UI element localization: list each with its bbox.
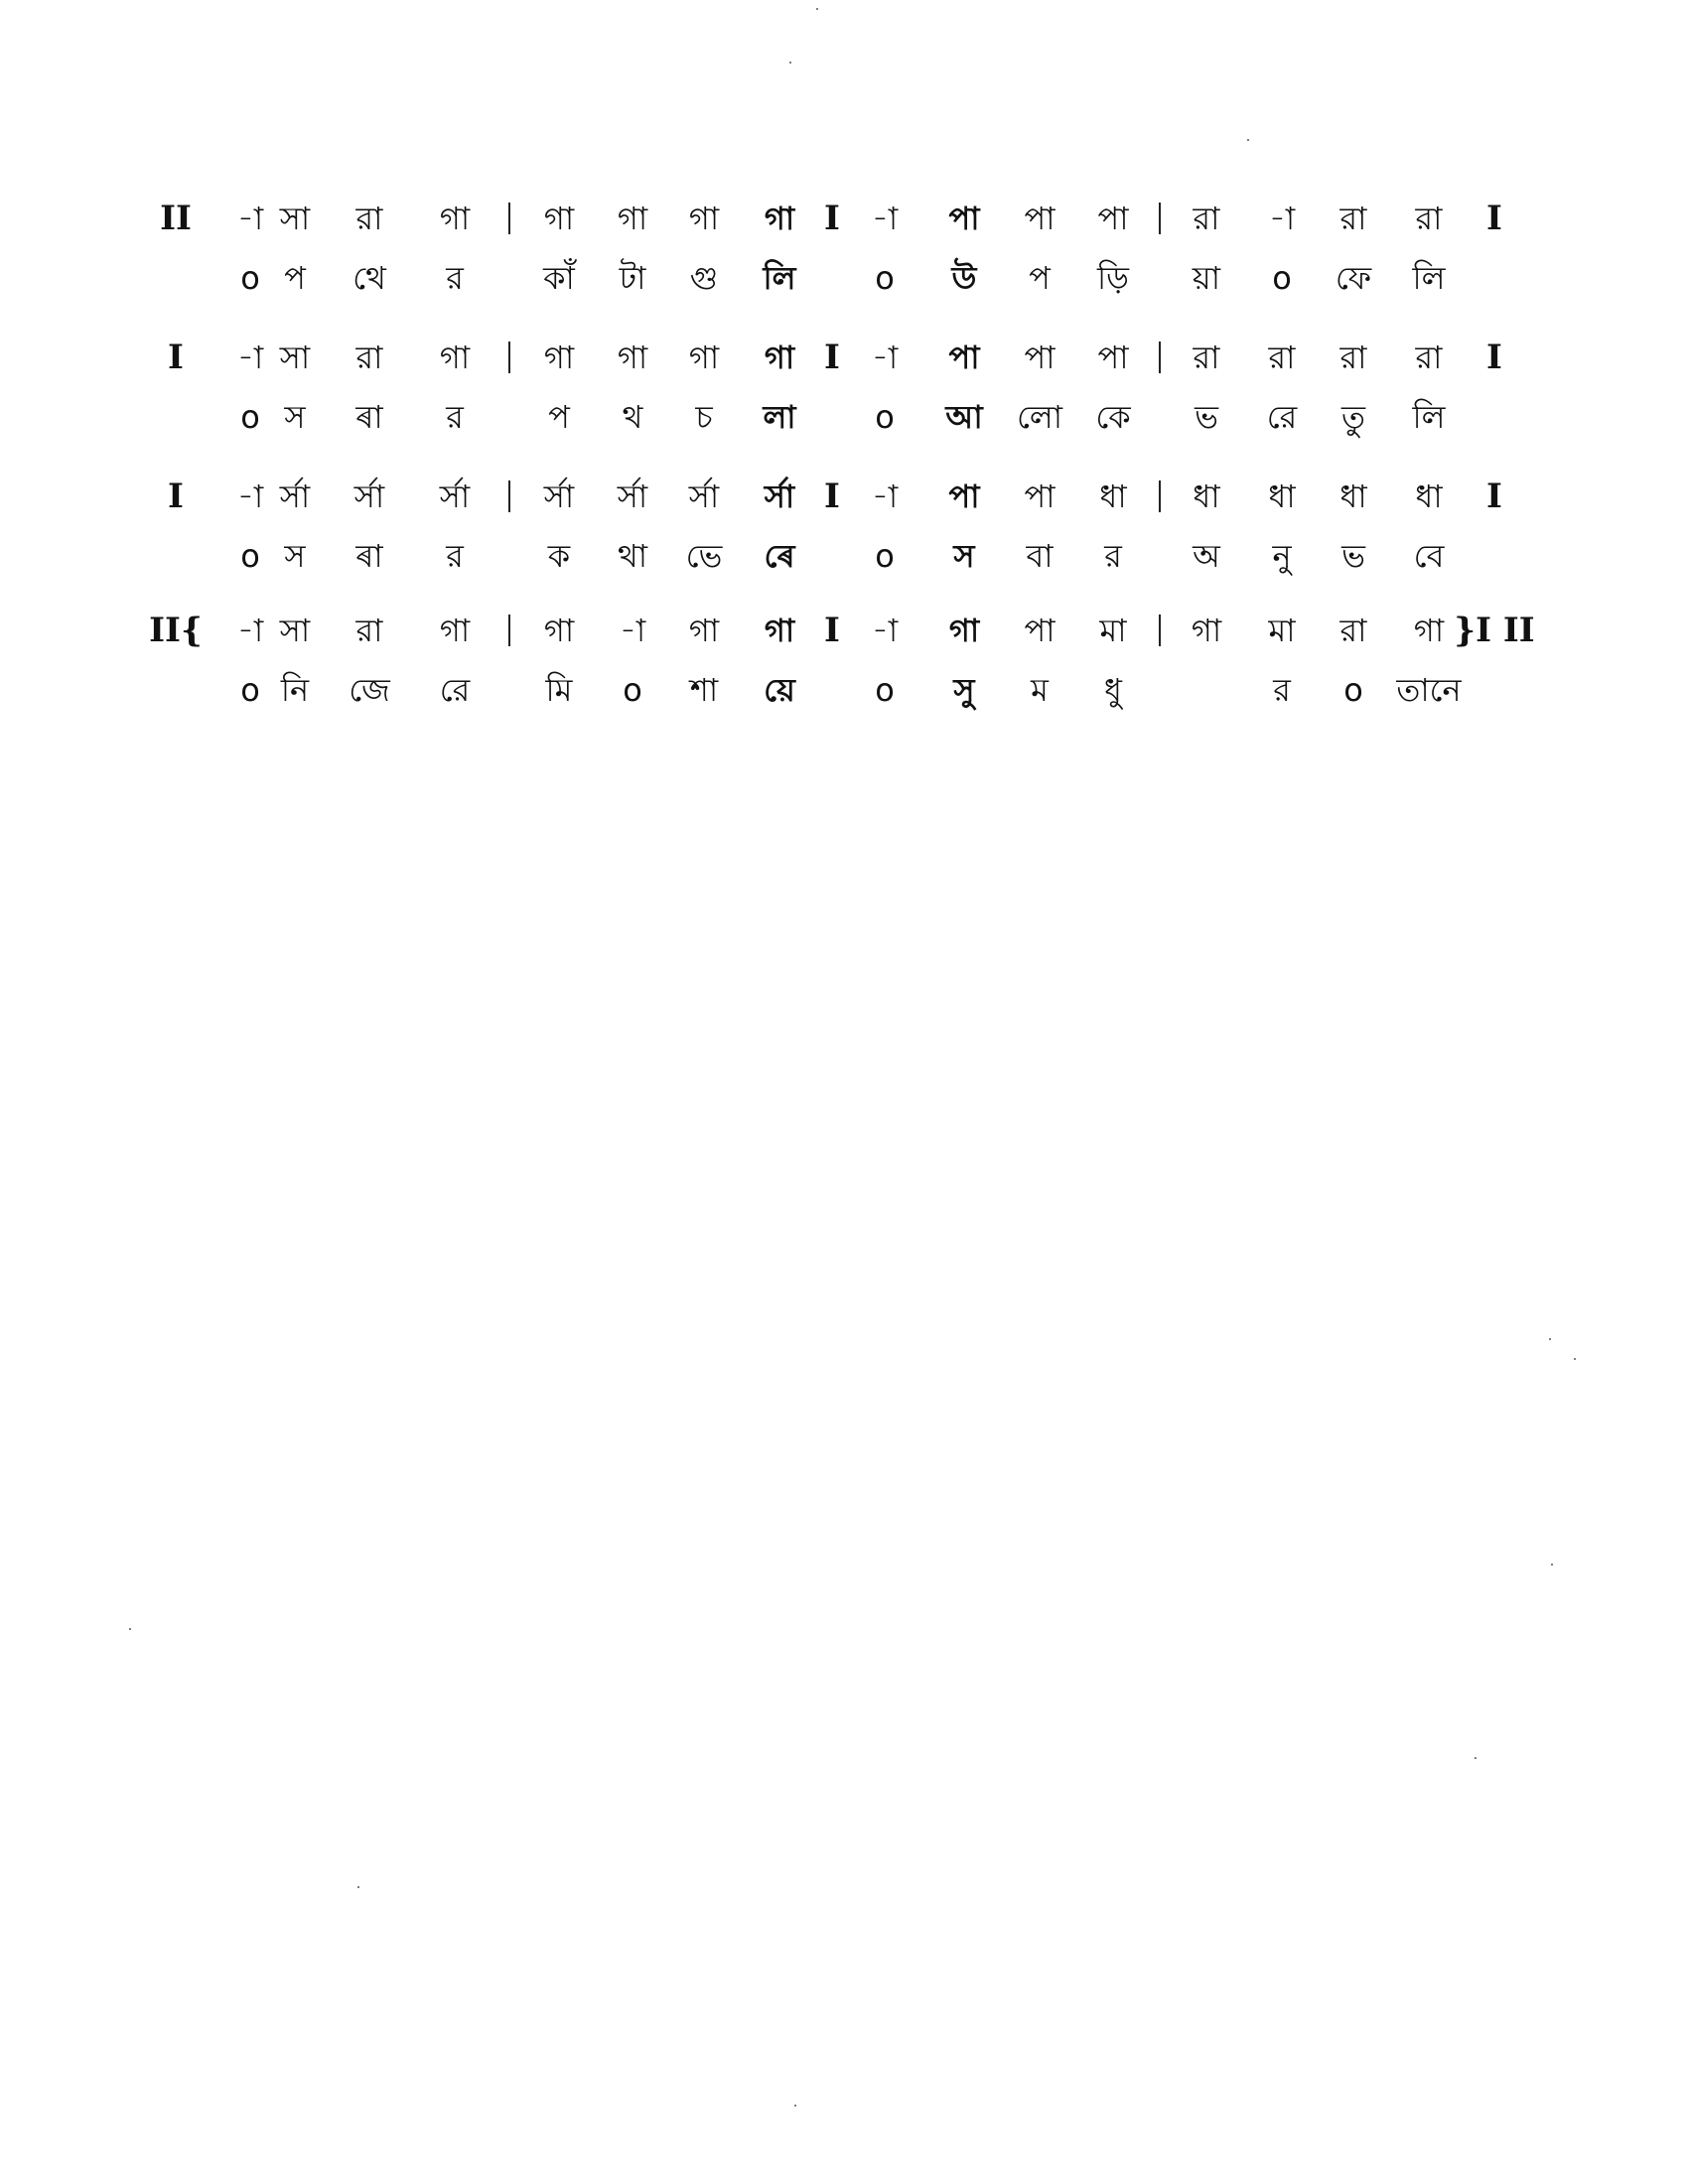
note: র্সা: [617, 478, 648, 515]
lyric-syllable: প: [548, 398, 570, 436]
note: -া: [236, 339, 264, 376]
lyric-syllable: বা: [1026, 537, 1054, 575]
lyric-syllable: র: [446, 398, 464, 436]
lyric-syllable: র: [446, 259, 464, 297]
lyric-syllable: র: [1273, 671, 1291, 709]
lyric-syllable: o: [240, 671, 260, 709]
speck-dot: [789, 62, 791, 64]
note: গা: [948, 612, 980, 649]
beat-barline: [508, 341, 510, 373]
lyric-syllable: o: [240, 537, 260, 575]
note: পা: [1024, 612, 1055, 649]
note: গা: [439, 339, 471, 376]
note: রা: [1268, 339, 1296, 376]
lyric-syllable: ভে: [685, 537, 723, 575]
beat-barline: [508, 614, 510, 646]
lyric-syllable: o: [240, 398, 260, 436]
lyric-syllable: ভ: [1341, 537, 1365, 575]
lyric-syllable: আ: [945, 398, 983, 436]
note: রা: [1415, 200, 1443, 237]
note: মা: [1099, 612, 1127, 649]
lyric-syllable: লো: [1016, 398, 1063, 436]
note: সা: [279, 200, 311, 237]
note: রা: [1415, 339, 1443, 376]
note: -া: [236, 612, 264, 649]
lyric-syllable: ৰা: [355, 537, 383, 575]
lyric-syllable: র: [446, 537, 464, 575]
lyric-syllable: লি: [1412, 259, 1446, 297]
lyric-syllable: o: [875, 259, 895, 297]
note: গা: [688, 612, 720, 649]
note: -া: [236, 200, 264, 237]
note: র্সা: [353, 478, 385, 515]
note: রা: [1193, 200, 1220, 237]
lyric-syllable: রে: [1266, 398, 1298, 436]
lyric-syllable: ফে: [1335, 259, 1372, 297]
note: রা: [355, 339, 383, 376]
notes-row: [0, 467, 1688, 526]
speck-dot: [1551, 1564, 1553, 1566]
lyric-syllable: ৰা: [355, 398, 383, 436]
note: -া: [871, 339, 899, 376]
lyric-syllable: র: [1104, 537, 1122, 575]
note: রা: [1339, 200, 1367, 237]
speck-dot: [1247, 139, 1249, 141]
speck-dot: [816, 8, 818, 10]
beat-barline: [508, 480, 510, 512]
notes-row: [0, 601, 1688, 660]
note: গা: [764, 612, 795, 649]
note: গা: [1191, 612, 1222, 649]
note: র্সা: [764, 478, 795, 515]
lyric-syllable: o: [1272, 259, 1292, 297]
note: ধা: [1099, 478, 1127, 515]
note: ধা: [1193, 478, 1220, 515]
beat-barline: [1159, 480, 1161, 512]
note: -া: [871, 478, 899, 515]
beat-barline: [1159, 341, 1161, 373]
notes-row: [0, 328, 1688, 387]
beat-barline: [508, 203, 510, 234]
note: গা: [688, 339, 720, 376]
note: পা: [1097, 339, 1129, 376]
note: ধা: [1339, 478, 1367, 515]
lyric-syllable: লি: [1412, 398, 1446, 436]
end-barline: }I II: [1454, 611, 1535, 650]
lyric-syllable: সু: [953, 671, 975, 709]
note: গা: [617, 339, 648, 376]
lyric-syllable: o: [875, 398, 895, 436]
lyric-syllable: নি: [280, 671, 310, 709]
lyric-syllable: রে: [439, 671, 471, 709]
note: রা: [1193, 339, 1220, 376]
lyric-syllable: প: [1029, 259, 1051, 297]
note: গা: [543, 612, 575, 649]
start-barline: I: [168, 338, 184, 377]
end-barline: I: [1486, 477, 1502, 516]
start-barline: II: [160, 199, 192, 238]
lyric-syllable: ধু: [1104, 671, 1122, 709]
speck-dot: [129, 1628, 131, 1630]
note: -া: [871, 200, 899, 237]
section-barline: I: [824, 477, 840, 516]
end-barline: I: [1486, 338, 1502, 377]
lyric-syllable: তানে: [1396, 671, 1462, 709]
note: পা: [1097, 200, 1129, 237]
note: -া: [871, 612, 899, 649]
section-barline: I: [824, 611, 840, 650]
note: পা: [948, 200, 980, 237]
start-barline: II{: [149, 611, 203, 650]
lyric-syllable: য়ে: [764, 671, 795, 709]
lyric-syllable: থে: [352, 259, 386, 297]
note: রা: [1339, 339, 1367, 376]
note: গা: [764, 339, 795, 376]
lyric-syllable: শা: [689, 671, 719, 709]
lyric-syllable: ক: [547, 537, 571, 575]
lyric-syllable: o: [875, 537, 895, 575]
speck-dot: [1549, 1338, 1551, 1340]
lyric-syllable: থা: [617, 537, 647, 575]
note: গা: [688, 200, 720, 237]
note: পা: [948, 478, 980, 515]
lyric-syllable: তু: [1340, 398, 1365, 436]
lyric-syllable: চ: [695, 398, 713, 436]
lyric-syllable: o: [240, 259, 260, 297]
section-barline: I: [824, 338, 840, 377]
note: গা: [543, 339, 575, 376]
lyric-syllable: অ: [1193, 537, 1220, 575]
note: রা: [355, 612, 383, 649]
lyric-syllable: ৰে: [764, 537, 795, 575]
speck-dot: [1475, 1757, 1477, 1759]
lyric-syllable: টা: [619, 259, 646, 297]
speck-dot: [357, 1886, 359, 1888]
beat-barline: [1159, 614, 1161, 646]
speck-dot: [794, 2105, 796, 2107]
lyric-syllable: গু: [689, 259, 719, 297]
lyric-syllable: ভ: [1195, 398, 1218, 436]
lyric-syllable: নু: [1272, 537, 1292, 575]
note: র্সা: [439, 478, 471, 515]
lyric-syllable: মি: [545, 671, 573, 709]
notes-row: [0, 189, 1688, 248]
lyric-syllable: স: [953, 537, 975, 575]
speck-dot: [1574, 1358, 1576, 1360]
lyric-syllable: কাঁ: [543, 259, 575, 297]
lyric-syllable: o: [875, 671, 895, 709]
note: গা: [1413, 612, 1445, 649]
lyric-syllable: বে: [1413, 537, 1445, 575]
note: গা: [617, 200, 648, 237]
lyric-syllable: থ: [622, 398, 643, 436]
lyric-syllable: ম: [1031, 671, 1049, 709]
lyric-syllable: ড়ি: [1097, 259, 1129, 297]
note: -া: [236, 478, 264, 515]
lyrics-row: [0, 526, 1688, 586]
note: গা: [439, 200, 471, 237]
note: সা: [279, 339, 311, 376]
note: গা: [543, 200, 575, 237]
lyric-syllable: o: [1343, 671, 1363, 709]
note: র্সা: [688, 478, 720, 515]
note: র্সা: [279, 478, 311, 515]
note: গা: [764, 200, 795, 237]
note: পা: [948, 339, 980, 376]
note: রা: [1339, 612, 1367, 649]
note: পা: [1024, 200, 1055, 237]
lyrics-row: [0, 248, 1688, 308]
lyric-syllable: প: [284, 259, 306, 297]
beat-barline: [1159, 203, 1161, 234]
end-barline: I: [1486, 199, 1502, 238]
lyric-syllable: লা: [763, 398, 796, 436]
lyric-syllable: জে: [349, 671, 390, 709]
lyrics-row: [0, 387, 1688, 447]
lyric-syllable: য়া: [1192, 259, 1221, 297]
lyric-syllable: উ: [951, 259, 977, 297]
note: র্সা: [543, 478, 575, 515]
section-barline: I: [824, 199, 840, 238]
note: সা: [279, 612, 311, 649]
note: মা: [1268, 612, 1296, 649]
start-barline: I: [168, 477, 184, 516]
lyric-syllable: o: [623, 671, 642, 709]
lyric-syllable: স: [284, 537, 306, 575]
note: গা: [439, 612, 471, 649]
lyrics-row: [0, 660, 1688, 720]
note: পা: [1024, 478, 1055, 515]
lyric-syllable: কে: [1095, 398, 1131, 436]
note: -া: [1268, 200, 1296, 237]
note: ধা: [1268, 478, 1296, 515]
lyric-syllable: লি: [763, 259, 796, 297]
note: পা: [1024, 339, 1055, 376]
note: ধা: [1415, 478, 1443, 515]
lyric-syllable: স: [284, 398, 306, 436]
note: -া: [619, 612, 646, 649]
note: রা: [355, 200, 383, 237]
